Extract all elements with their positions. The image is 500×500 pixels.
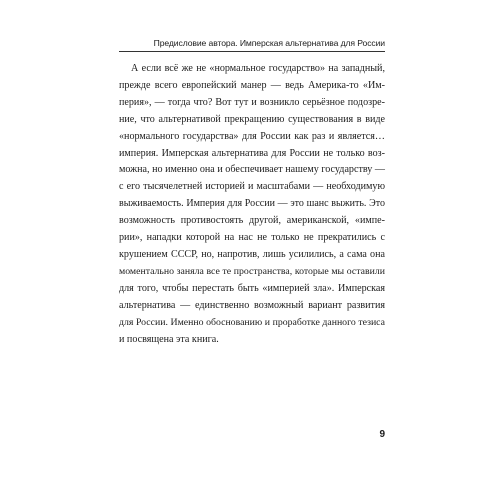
page-number: 9	[379, 429, 385, 440]
paragraph-line: «нормального государства» для России как раз и является…	[119, 130, 385, 142]
paragraph-line: прежде всего европейский манер — ведь Америка-то «Им-	[119, 79, 385, 91]
paragraph-line: ние, что альтернативой прекращению существования в виде	[119, 113, 385, 125]
body-paragraph	[119, 61, 385, 348]
paragraph-line: и посвящена эта книга.	[119, 333, 219, 345]
running-header: Предисловие автора. Имперская альтернатива для России	[119, 38, 385, 52]
paragraph-line: альтернатива — единственно возможный вариант развития	[119, 299, 385, 311]
paragraph-line: для того, чтобы перестать быть «империей зла». Имперская	[119, 282, 385, 294]
paragraph-line: для России. Именно обоснованию и проработке данного тезиса	[119, 316, 385, 328]
paragraph-line: А если всё же не «нормальное государство» на западный,	[131, 63, 385, 74]
paragraph-line: возможность противостоять другой, американской, «импе-	[119, 215, 385, 227]
paragraph-line: с его тысячелетней историей и масштабами — необходимую	[119, 181, 385, 193]
paragraph-line: крушением СССР, но, напротив, лишь усилились, а сама она	[119, 248, 385, 260]
paragraph-line: можна, но именно она и обеспечивает нашему государству —	[119, 164, 385, 176]
paragraph-line: перия», — тогда что? Вот тут и возникло серьёзное подозре-	[119, 96, 385, 108]
paragraph-line: выживаемость. Империя для России — это шанс выжить. Это	[119, 198, 385, 210]
paragraph-line: рии», нападки которой на нас не только не прекратились с	[119, 232, 385, 244]
paragraph-line: моментально заняла все те пространства, которые мы оставили	[119, 265, 385, 277]
paragraph-line: империя. Имперская альтернатива для России не только воз-	[119, 147, 385, 159]
